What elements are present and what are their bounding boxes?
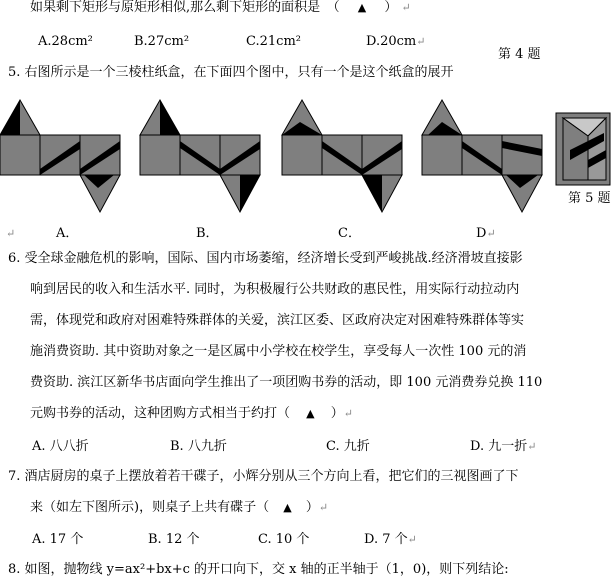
q7-option-d: D. 7 个↵ <box>364 532 417 547</box>
q4-option-d-text: D.20cm <box>366 34 417 49</box>
q4-stem-text: 如果剩下矩形与原矩形相似,那么剩下矩形的面积是 （ <box>30 0 340 15</box>
q7-option-a: A. 17 个 <box>32 532 84 547</box>
q7-option-c: C. 10 个 <box>258 532 310 547</box>
q5-option-b-label: B． <box>196 226 219 241</box>
net-figure-b <box>140 100 260 212</box>
q5-option-a-label: A． <box>56 226 79 241</box>
answer-blank-marker: ▲ <box>306 407 315 420</box>
q5-option-c-label: C． <box>338 226 361 241</box>
q6-line-4: 施消费资助. 其中资助对象之一是区属中小学校在校学生，享受每人一次性 100 元的消 <box>30 344 527 359</box>
q4-option-a: A.28cm² <box>38 34 93 49</box>
q7-line-1: 7. 酒店厨房的桌子上摆放着若干碟子，小辉分别从三个方向上看，把它们的三视图画了下 <box>8 469 519 484</box>
q6-line-6: 元购书券的活动，这种团购方式相当于约打（ ▲ ）↵ <box>30 406 353 421</box>
q7-line-2: 来（如左下图所示)，则桌子上共有碟子（ ▲ ）↵ <box>30 500 329 515</box>
paragraph-mark: ↵ <box>416 35 426 48</box>
q6-option-d: D. 九一折↵ <box>470 439 537 454</box>
q5-option-d-text: D <box>476 226 487 241</box>
answer-blank-marker: ▲ <box>283 501 292 514</box>
q6-line-2: 响到居民的收入和生活水平. 同时，为积极履行公共财政的惠民性，用实际行动拉动内 <box>30 282 520 297</box>
q6-close-paren: ） <box>330 406 344 421</box>
q7-option-d-text: D. 7 个 <box>364 532 408 547</box>
q6-option-b: B. 八九折 <box>170 439 227 454</box>
net-figure-c <box>282 100 402 212</box>
q6-option-d-text: D. 九一折 <box>470 439 528 454</box>
paragraph-mark: ↵ <box>6 227 16 240</box>
q6-line-6-text: 元购书券的活动，这种团购方式相当于约打（ <box>30 406 291 421</box>
paragraph-mark: ↵ <box>401 1 411 14</box>
q4-option-c: C.21cm² <box>246 34 301 49</box>
q6-option-a: A. 八八折 <box>32 439 89 454</box>
net-figure-a <box>0 100 120 212</box>
q4-figure-label: 第 4 题 <box>498 47 541 62</box>
q5-stem: 5. 右图所示是一个三棱柱纸盒，在下面四个图中，只有一个是这个纸盒的展开 <box>8 65 454 80</box>
prism-box-figure <box>556 113 610 185</box>
q6-option-c: C. 九折 <box>326 439 370 454</box>
answer-blank-marker: ▲ <box>357 1 367 14</box>
net-figure-d <box>422 100 542 212</box>
q6-line-5: 费资助. 滨江区新华书店面向学生推出了一项团购书券的活动，即 100 元消费券兑换 110 <box>30 375 543 390</box>
q7-line-2-text: 来（如左下图所示)，则桌子上共有碟子（ <box>30 500 270 515</box>
q6-line-1: 6. 受全球金融危机的影响，国际、国内市场萎缩，经济增长受到严峻挑战.经济滑坡直接影 <box>8 251 523 266</box>
q5-figure-label: 第 5 题 <box>568 191 611 206</box>
q5-option-d-label: D↵ <box>476 226 496 241</box>
q4-option-b: B.27cm² <box>134 34 190 49</box>
q8-line-1: 8. 如图，抛物线 y=ax²+bx+c 的开口向下，交 x 轴的正半轴于（1，0)，则下列结论: <box>8 562 509 577</box>
q4-close-paren: ） <box>384 0 398 15</box>
q7-close-paren: ） <box>305 500 319 515</box>
q6-line-3: 需，体现党和政府对困难特殊群体的关爱，滨江区委、区政府决定对困难特殊群体等实 <box>30 313 525 328</box>
q7-option-b: B. 12 个 <box>148 532 200 547</box>
